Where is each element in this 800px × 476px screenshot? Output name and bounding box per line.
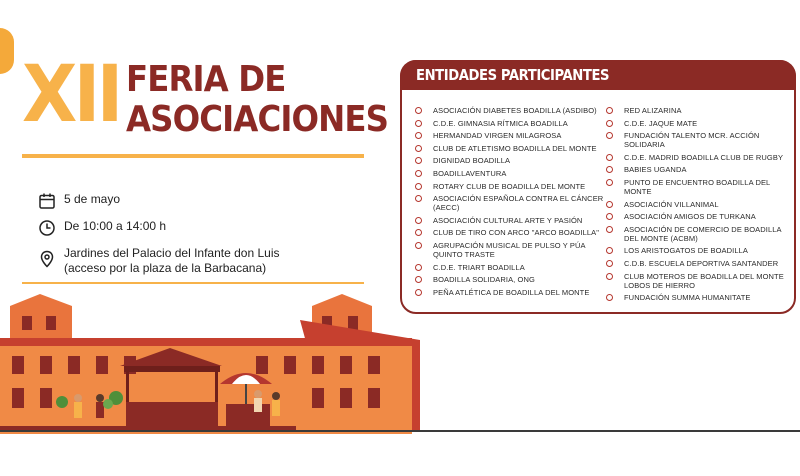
entity-name: C.D.E. GIMNASIA RÍTMICA BOADILLA (433, 118, 568, 128)
bullet-icon (415, 183, 422, 190)
edition-number: XII (22, 50, 120, 140)
title-divider (22, 154, 364, 158)
bullet-icon (606, 226, 613, 233)
entity-name: ASOCIACIÓN CULTURAL ARTE Y PASIÓN (433, 215, 583, 225)
entity-name: RED ALIZARINA (624, 106, 682, 115)
bullet-icon (606, 107, 613, 114)
entity-item (606, 106, 792, 115)
title-line-2: ASOCIACIONES (126, 99, 389, 140)
map-pin-icon (38, 250, 56, 268)
entity-name: C.D.E. JAQUE MATE (624, 118, 698, 128)
bullet-icon (415, 264, 422, 271)
calendar-icon (38, 192, 56, 210)
title-line-1: FERIA DE (126, 59, 286, 100)
entities-list-left (415, 106, 605, 300)
event-time: De 10:00 a 14:00 h (64, 219, 167, 233)
bullet-icon (606, 294, 613, 301)
palace-illustration (0, 290, 420, 440)
entity-name: ASOCIACIÓN ESPAÑOLA CONTRA EL CÁNCER (AECC) (433, 194, 604, 213)
baseline-rule (0, 430, 800, 432)
entities-list-right (606, 106, 792, 306)
entity-item (606, 259, 792, 268)
bullet-icon (415, 289, 422, 296)
entity-item (415, 228, 605, 237)
bullet-icon (606, 273, 613, 280)
location-line-2: (acceso por la plaza de la Barbacana) (64, 261, 267, 275)
corner-accent (0, 28, 14, 74)
date-row (38, 192, 279, 210)
entity-item (606, 119, 792, 128)
entity-item (606, 131, 792, 149)
bullet-icon (415, 132, 422, 139)
entity-item (415, 156, 605, 165)
entity-item (606, 165, 792, 174)
entity-name: ASOCIACIÓN AMIGOS DE TURKANA (624, 212, 756, 222)
entities-heading: ENTIDADES PARTICIPANTES (416, 66, 610, 84)
entity-name: LOS ARISTOGATOS DE BOADILLA (624, 246, 748, 256)
entity-item (415, 263, 605, 272)
bullet-icon (415, 242, 422, 249)
entity-name: C.D.B. ESCUELA DEPORTIVA SANTANDER (624, 258, 779, 268)
event-title (126, 60, 388, 140)
entity-item (606, 200, 792, 209)
entity-item (415, 182, 605, 191)
entity-item (415, 216, 605, 225)
entity-name: DIGNIDAD BOADILLA (433, 156, 511, 166)
entity-name: ASOCIACIÓN VILLANIMAL (624, 199, 719, 209)
bullet-icon (606, 247, 613, 254)
entity-item (606, 212, 792, 221)
entity-item (415, 194, 605, 212)
bullet-icon (415, 229, 422, 236)
entity-name: CLUB DE TIRO CON ARCO "ARCO BOADILLA" (433, 228, 600, 238)
bullet-icon (606, 132, 613, 139)
entity-item (606, 272, 792, 290)
bullet-icon (415, 145, 422, 152)
location-line-1: Jardines del Palacio del Infante don Luis (64, 246, 280, 260)
entity-item (415, 275, 605, 284)
info-divider (22, 282, 364, 284)
bullet-icon (415, 157, 422, 164)
entity-name: C.D.E. MADRID BOADILLA CLUB DE RUGBY (624, 152, 784, 162)
bullet-icon (415, 217, 422, 224)
entity-item (415, 144, 605, 153)
entity-name: HERMANDAD VIRGEN MILAGROSA (433, 131, 562, 141)
entity-item (415, 241, 605, 259)
entity-name: ROTARY CLUB DE BOADILLA DEL MONTE (433, 181, 586, 191)
bullet-icon (606, 120, 613, 127)
entity-name: BABIES UGANDA (624, 165, 687, 175)
bullet-icon (415, 195, 422, 202)
entity-name: FUNDACIÓN SUMMA HUMANITATE (624, 293, 751, 303)
entity-name: CLUB MOTEROS DE BOADILLA DEL MONTE LOBOS DE HIERRO (624, 271, 784, 290)
location-row (38, 246, 279, 276)
event-info (38, 192, 279, 285)
bullet-icon (606, 166, 613, 173)
event-date: 5 de mayo (64, 192, 121, 206)
entity-name: CLUB DE ATLETISMO BOADILLA DEL MONTE (433, 143, 597, 153)
entity-item (606, 246, 792, 255)
entity-name: PUNTO DE ENCUENTRO BOADILLA DEL MONTE (624, 177, 771, 196)
bullet-icon (415, 107, 422, 114)
bullet-icon (606, 213, 613, 220)
entity-item (415, 119, 605, 128)
entity-name: C.D.E. TRIART BOADILLA (433, 262, 525, 272)
event-location (64, 246, 279, 276)
entity-name: AGRUPACIÓN MUSICAL DE PULSO Y PÚA QUINTO TRASTE (433, 240, 586, 259)
time-row (38, 219, 279, 237)
entity-item (415, 106, 605, 115)
entity-item (606, 153, 792, 162)
entity-name: ASOCIACIÓN DE COMERCIO DE BOADILLA DEL MONTE (ACBM) (624, 224, 782, 243)
entity-name: BOADILLA SOLIDARIA, ONG (433, 275, 535, 285)
bullet-icon (415, 276, 422, 283)
entity-item (415, 131, 605, 140)
bullet-icon (606, 201, 613, 208)
bullet-icon (415, 170, 422, 177)
bullet-icon (606, 260, 613, 267)
entity-name: PEÑA ATLÉTICA DE BOADILLA DEL MONTE (433, 287, 590, 297)
bullet-icon (415, 120, 422, 127)
entity-name: FUNDACIÓN TALENTO MCR. ACCIÓN SOLIDARIA (624, 131, 760, 150)
entity-item (415, 288, 605, 297)
entity-item (606, 293, 792, 302)
bullet-icon (606, 154, 613, 161)
entity-item (606, 178, 792, 196)
entity-name: ASOCIACIÓN DIABETES BOADILLA (ASDIBO) (433, 106, 597, 115)
entity-name: BOADILLAVENTURA (433, 168, 507, 178)
bullet-icon (606, 179, 613, 186)
entity-item (606, 225, 792, 243)
entity-item (415, 169, 605, 178)
clock-icon (38, 219, 56, 237)
